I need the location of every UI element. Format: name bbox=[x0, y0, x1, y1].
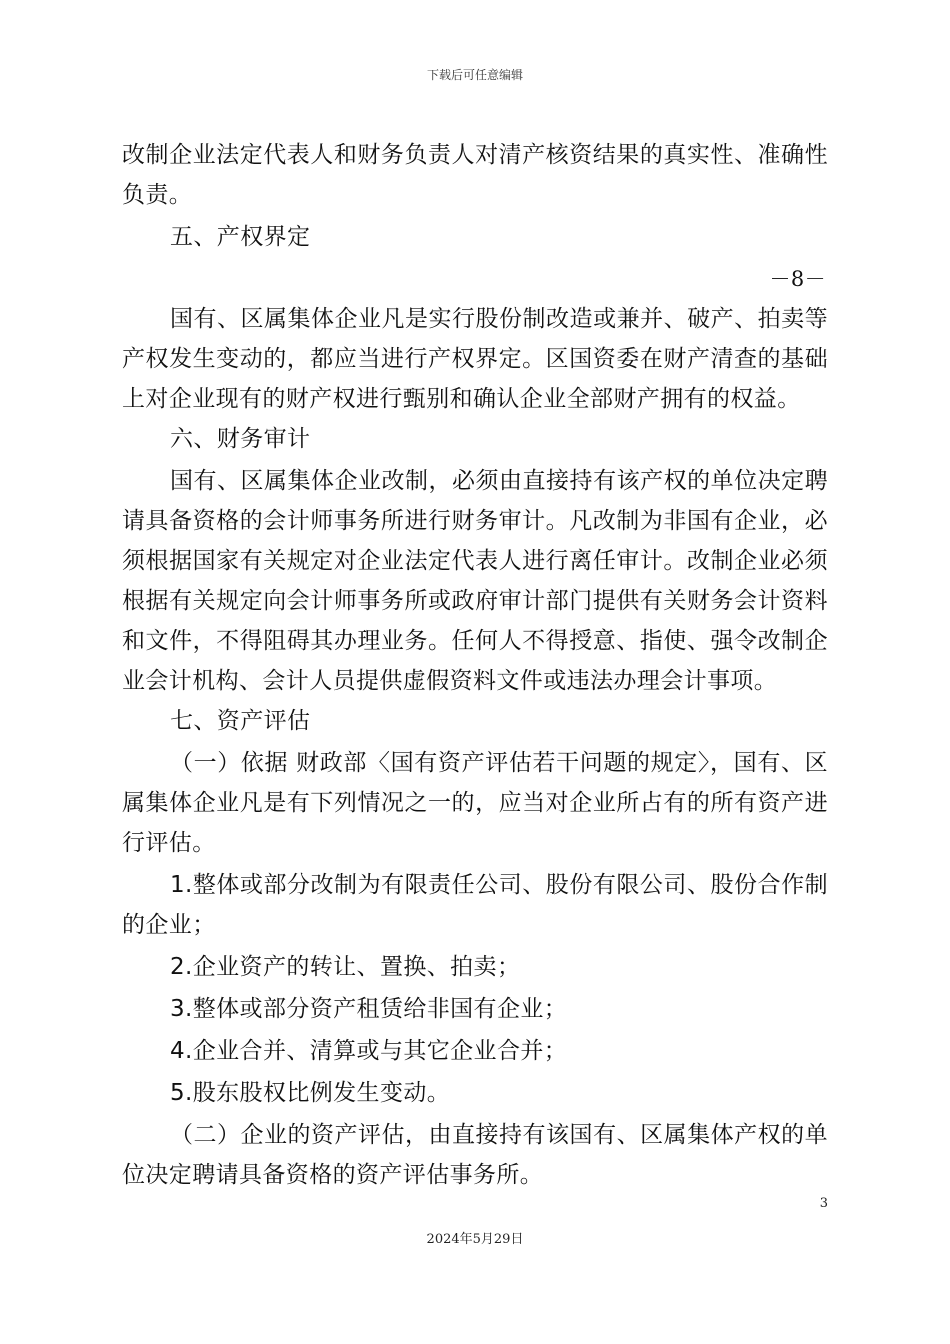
page-number: 3 bbox=[819, 1196, 828, 1211]
paragraph-evaluation-basis: （一）依据 财政部〈国有资产评估若干问题的规定〉，国有、区属集体企业凡是有下列情况之一的，应当对企业所占有的所有资产进行评估。 bbox=[122, 750, 828, 856]
heading-financial-audit: 六、财务审计 bbox=[170, 426, 311, 452]
paragraph-property-rights: 国有、区属集体企业凡是实行股份制改造或兼并、破产、拍卖等产权发生变动的，都应当进行产权界定。区国资委在财产清查的基础上对企业现有的财产权进行甄别和确认企业全部财产拥有的权益。 bbox=[122, 306, 828, 412]
list-item-1: 1.整体或部分改制为有限责任公司、股份有限公司、股份合作制的企业； bbox=[122, 872, 828, 938]
document-body bbox=[122, 135, 828, 1195]
heading-property-rights: 五、产权界定 bbox=[170, 224, 311, 250]
heading-asset-evaluation: 七、资产评估 bbox=[170, 708, 311, 734]
page-marker: －8－ bbox=[769, 267, 826, 291]
paragraph-evaluation-firm: （二）企业的资产评估，由直接持有该国有、区属集体产权的单位决定聘请具备资格的资产评估事务所。 bbox=[122, 1122, 828, 1188]
list-item-5: 5.股东股权比例发生变动。 bbox=[170, 1080, 451, 1106]
list-item-2: 2.企业资产的转让、置换、拍卖； bbox=[170, 954, 521, 980]
paragraph-responsibility: 改制企业法定代表人和财务负责人对清产核资结果的真实性、准确性负责。 bbox=[122, 142, 828, 208]
paragraph-financial-audit: 国有、区属集体企业改制，必须由直接持有该产权的单位决定聘请具备资格的会计师事务所进行财务审计。凡改制为非国有企业，必须根据国家有关规定对企业法定代表人进行离任审计。改制企业必须根据有关规定向会计师事务所或政府审计部门提供有关财务会计资料和文件，不得阻碍其办理业务。任何人不得授意、指使、强令改制企业会计机构、会计人员提供虚假资料文件或违法办理会计事项。 bbox=[122, 468, 828, 694]
list-item-3: 3.整体或部分资产租赁给非国有企业； bbox=[170, 996, 568, 1022]
list-item-4: 4.企业合并、清算或与其它企业合并； bbox=[170, 1038, 568, 1064]
page-header: 下载后可任意编辑 bbox=[426, 68, 523, 82]
page-footer-date: 2024年5月29日 bbox=[426, 1232, 524, 1247]
